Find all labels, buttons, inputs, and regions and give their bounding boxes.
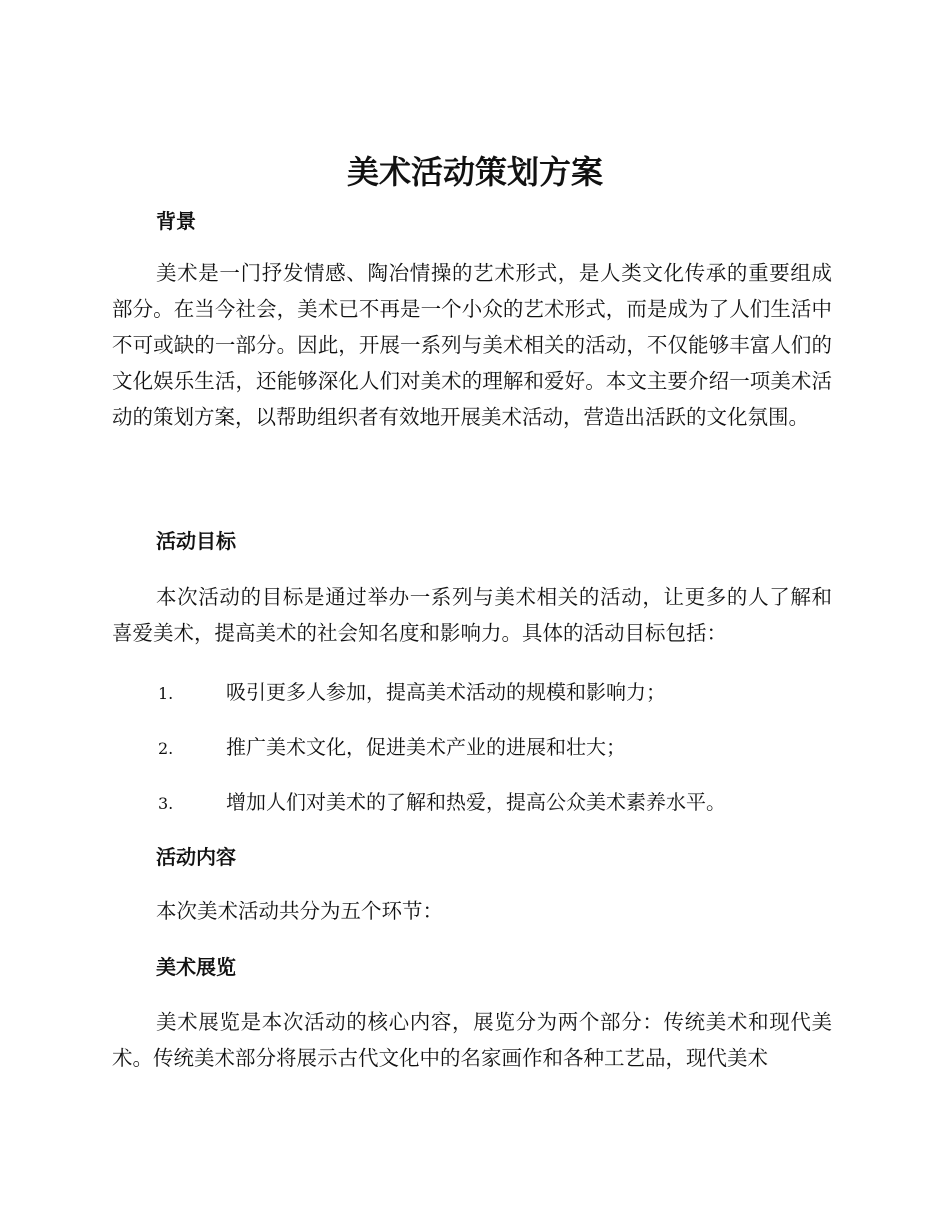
exhibition-paragraph: 美术展览是本次活动的核心内容，展览分为两个部分：传统美术和现代美术。传统美术部分将展示古代文化中的名家画作和各种工艺品，现代美术 [112,1010,832,1070]
section-heading-content: 活动内容 [156,845,236,869]
section-heading-exhibition: 美术展览 [156,955,236,979]
background-paragraph: 美术是一门抒发情感、陶冶情操的艺术形式，是人类文化传承的重要组成部分。在当今社会，美术已不再是一个小众的艺术形式，而是成为了人们生活中不可或缺的一部分。因此，开展一系列与美术相关的活动，不仅能够丰富人们的文化娱乐生活，还能够深化人们对美术的理解和爱好。本文主要介绍一项美术活动的策划方案，以帮助组织者有效地开展美术活动，营造出活跃的文化氛围。 [112,261,832,429]
list-number: 1. [158,684,174,703]
section-heading-background: 背景 [156,209,196,233]
content-paragraph: 本次美术活动共分为五个环节： [156,899,443,923]
list-text: 推广美术文化，促进美术产业的进展和壮大； [226,735,626,759]
list-number: 2. [158,739,174,758]
section-heading-goals: 活动目标 [156,529,236,553]
goal-list-item [158,787,838,819]
goal-list-item [158,677,838,709]
list-text: 增加人们对美术的了解和热爱，提高公众美术素养水平。 [226,790,726,814]
goal-list-item [158,732,838,764]
document-title: 美术活动策划方案 [346,153,603,191]
list-text: 吸引更多人参加，提高美术活动的规模和影响力； [226,680,666,704]
goals-paragraph: 本次活动的目标是通过举办一系列与美术相关的活动，让更多的人了解和喜爱美术，提高美术的社会知名度和影响力。具体的活动目标包括： [112,585,832,645]
list-number: 3. [158,794,174,813]
